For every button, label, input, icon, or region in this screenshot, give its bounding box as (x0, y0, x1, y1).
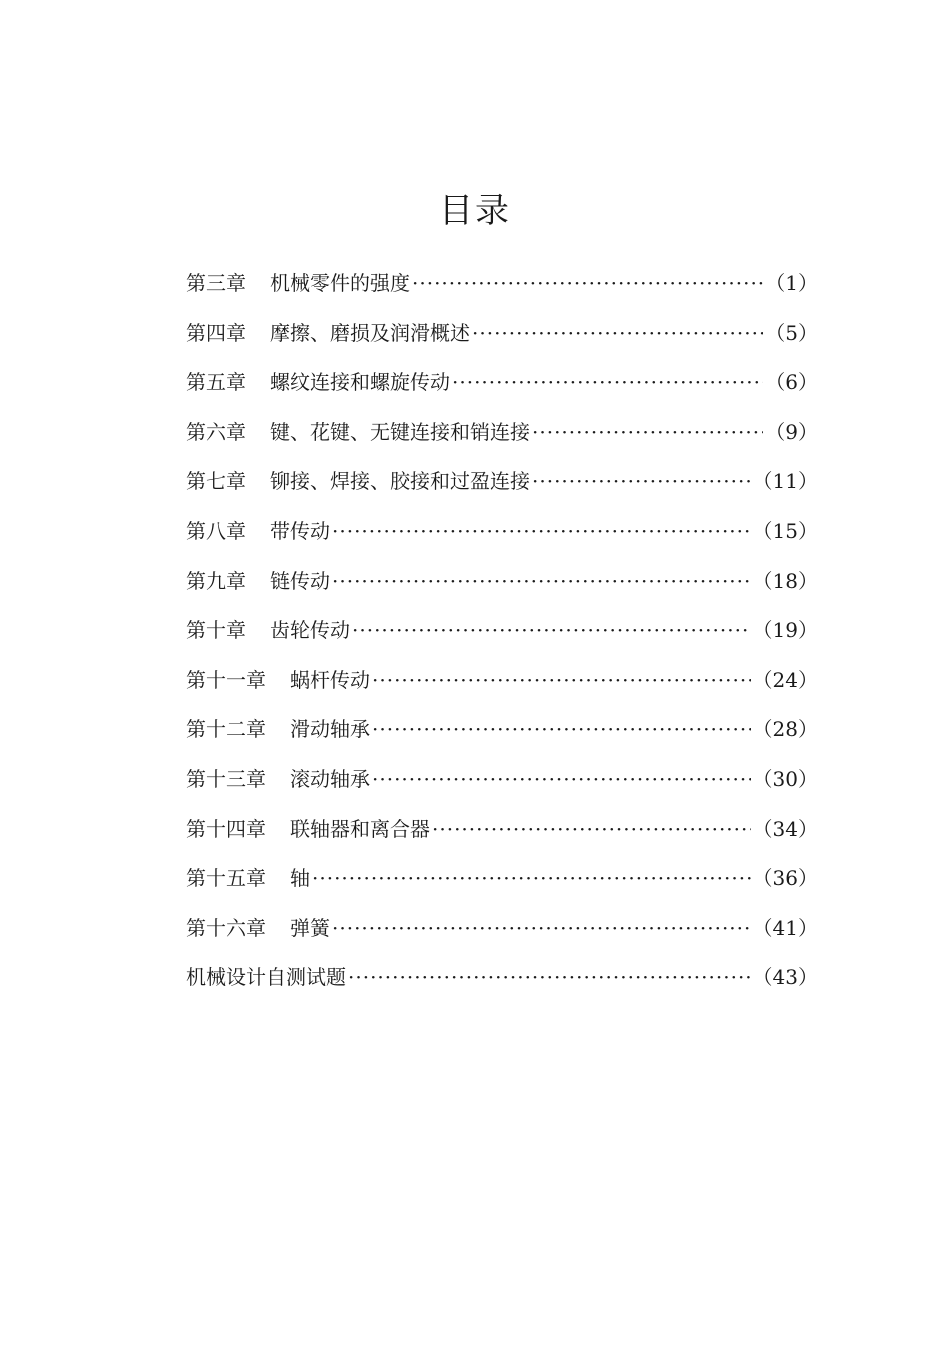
chapter-number: 第十四章 (186, 816, 266, 841)
toc-entry[interactable] (186, 814, 818, 864)
chapter-title: 摩擦、磨损及润滑概述 (270, 320, 470, 345)
chapter-number: 第三章 (186, 271, 246, 295)
dot-leader (372, 714, 751, 744)
chapter-title: 齿轮传动 (270, 618, 350, 643)
page-number: （5） (765, 320, 818, 345)
chapter-title: 链传动 (270, 568, 330, 593)
page-number: （15） (752, 518, 818, 543)
page-number: （41） (752, 915, 818, 940)
dot-leader (472, 318, 763, 348)
chapter-number: 第十五章 (186, 866, 266, 891)
page-number: （34） (752, 816, 818, 841)
dot-leader (532, 417, 763, 447)
chapter-title: 蜗杆传动 (290, 667, 370, 692)
toc-entry[interactable] (186, 665, 818, 715)
dot-leader (372, 665, 751, 695)
chapter-title: 轴 (290, 866, 310, 891)
chapter-title: 联轴器和离合器 (290, 816, 430, 841)
page-number: （43） (752, 965, 818, 990)
toc-entry[interactable] (186, 367, 818, 417)
dot-leader (372, 764, 751, 794)
dot-leader (312, 863, 751, 893)
chapter-title: 弹簧 (290, 915, 330, 940)
dot-leader (452, 367, 763, 397)
chapter-number: 第五章 (186, 370, 246, 395)
dot-leader (332, 566, 751, 596)
toc-entry[interactable] (186, 962, 818, 1012)
chapter-title: 机械零件的强度 (270, 271, 410, 295)
chapter-number: 第四章 (186, 320, 246, 345)
table-of-contents (186, 268, 818, 1012)
page-number: （24） (752, 667, 818, 692)
chapter-number: 第六章 (186, 419, 246, 444)
chapter-number: 第十二章 (186, 717, 266, 742)
chapter-title: 铆接、焊接、胶接和过盈连接 (270, 469, 530, 494)
toc-entry[interactable] (186, 516, 818, 566)
chapter-title: 键、花键、无键连接和销连接 (270, 419, 530, 444)
page-number: （9） (765, 419, 818, 444)
chapter-title: 带传动 (270, 518, 330, 543)
chapter-title: 滚动轴承 (290, 766, 370, 791)
page-number: （11） (752, 469, 818, 494)
chapter-title: 螺纹连接和螺旋传动 (270, 370, 450, 395)
chapter-number: 第七章 (186, 469, 246, 494)
toc-entry[interactable] (186, 913, 818, 963)
dot-leader (432, 814, 751, 844)
toc-entry[interactable] (186, 268, 818, 318)
toc-entry[interactable] (186, 318, 818, 368)
chapter-number: 第八章 (186, 518, 246, 543)
chapter-title: 机械设计自测试题 (186, 965, 346, 990)
page-number: （30） (752, 766, 818, 791)
dot-leader (532, 466, 751, 496)
page-title: 目录 (439, 190, 511, 231)
dot-leader (352, 615, 751, 645)
toc-entry[interactable] (186, 764, 818, 814)
dot-leader (332, 913, 751, 943)
page-number: （19） (752, 618, 818, 643)
toc-entry[interactable] (186, 863, 818, 913)
toc-entry[interactable] (186, 466, 818, 516)
toc-entry[interactable] (186, 714, 818, 764)
chapter-number: 第九章 (186, 568, 246, 593)
chapter-title: 滑动轴承 (290, 717, 370, 742)
toc-entry[interactable] (186, 417, 818, 467)
page-number: （28） (752, 717, 818, 742)
page-number: （1） (765, 271, 818, 295)
page-number: （36） (752, 866, 818, 891)
page-number: （6） (765, 370, 818, 395)
chapter-number: 第十章 (186, 618, 246, 643)
toc-entry[interactable] (186, 566, 818, 616)
dot-leader (348, 962, 751, 992)
dot-leader (412, 268, 763, 298)
toc-entry[interactable] (186, 615, 818, 665)
chapter-number: 第十三章 (186, 766, 266, 791)
chapter-number: 第十一章 (186, 667, 266, 692)
page-number: （18） (752, 568, 818, 593)
dot-leader (332, 516, 751, 546)
chapter-number: 第十六章 (186, 915, 266, 940)
